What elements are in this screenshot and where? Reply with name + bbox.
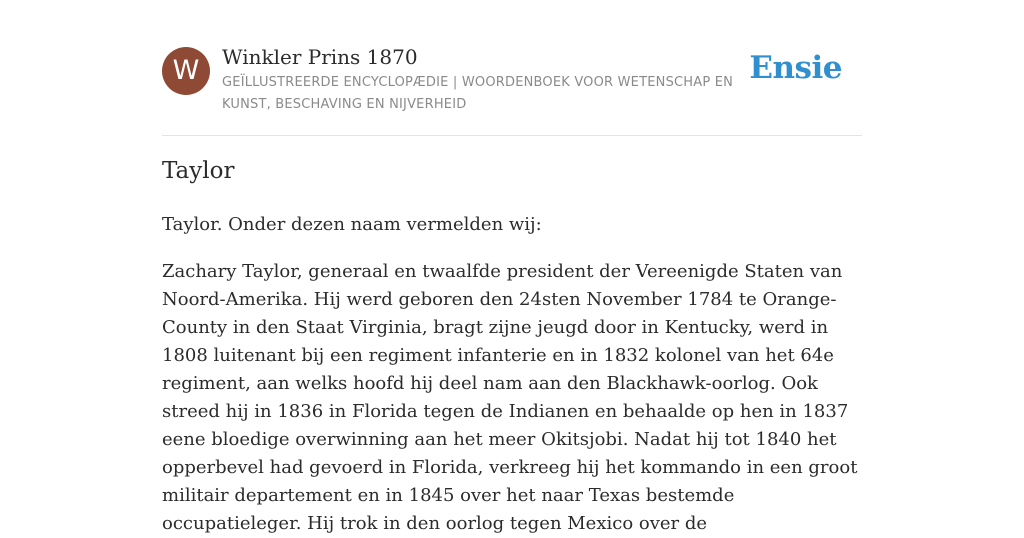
- ensie-logo[interactable]: Ensie: [749, 50, 842, 86]
- header: [162, 0, 862, 136]
- article-paragraph: Zachary Taylor, generaal en twaalfde president der Vereenigde Staten van Noord-Amerika. Hij werd geboren den 24sten November 1784 te Orange-County in den Staat Virginia, bragt zijne jeugd door in Kentucky, werd in 1808 luitenant bij een regiment infanterie en in 1832 kolonel van het 64e regiment, aan welks hoofd hij deel nam aan den Blackhawk-oorlog. Ook streed hij in 1836 in Florida tegen de Indianen en behaalde op hen in 1837 eene bloedige overwinning aan het meer Okitsjobi. Nadat hij tot 1840 het opperbevel had gevoerd in Florida, verkreeg hij het kommando in een groot militair departement en in 1845 over het naar Texas bestemde occupatieleger. Hij trok in den oorlog tegen Mexico over de: [162, 261, 858, 534]
- article-title: Taylor: [162, 158, 235, 184]
- source-title[interactable]: Winkler Prins 1870: [222, 45, 418, 69]
- source-subtitle: GEÏLLUSTREERDE ENCYCLOPÆDIE | WOORDENBOEK VOOR WETENSCHAP EN KUNST, BESCHAVING EN NIJVERHEID: [222, 75, 734, 112]
- content-container: [162, 0, 862, 534]
- article-paragraph: Taylor. Onder dezen naam vermelden wij:: [162, 214, 542, 235]
- source-avatar[interactable]: W: [162, 47, 210, 95]
